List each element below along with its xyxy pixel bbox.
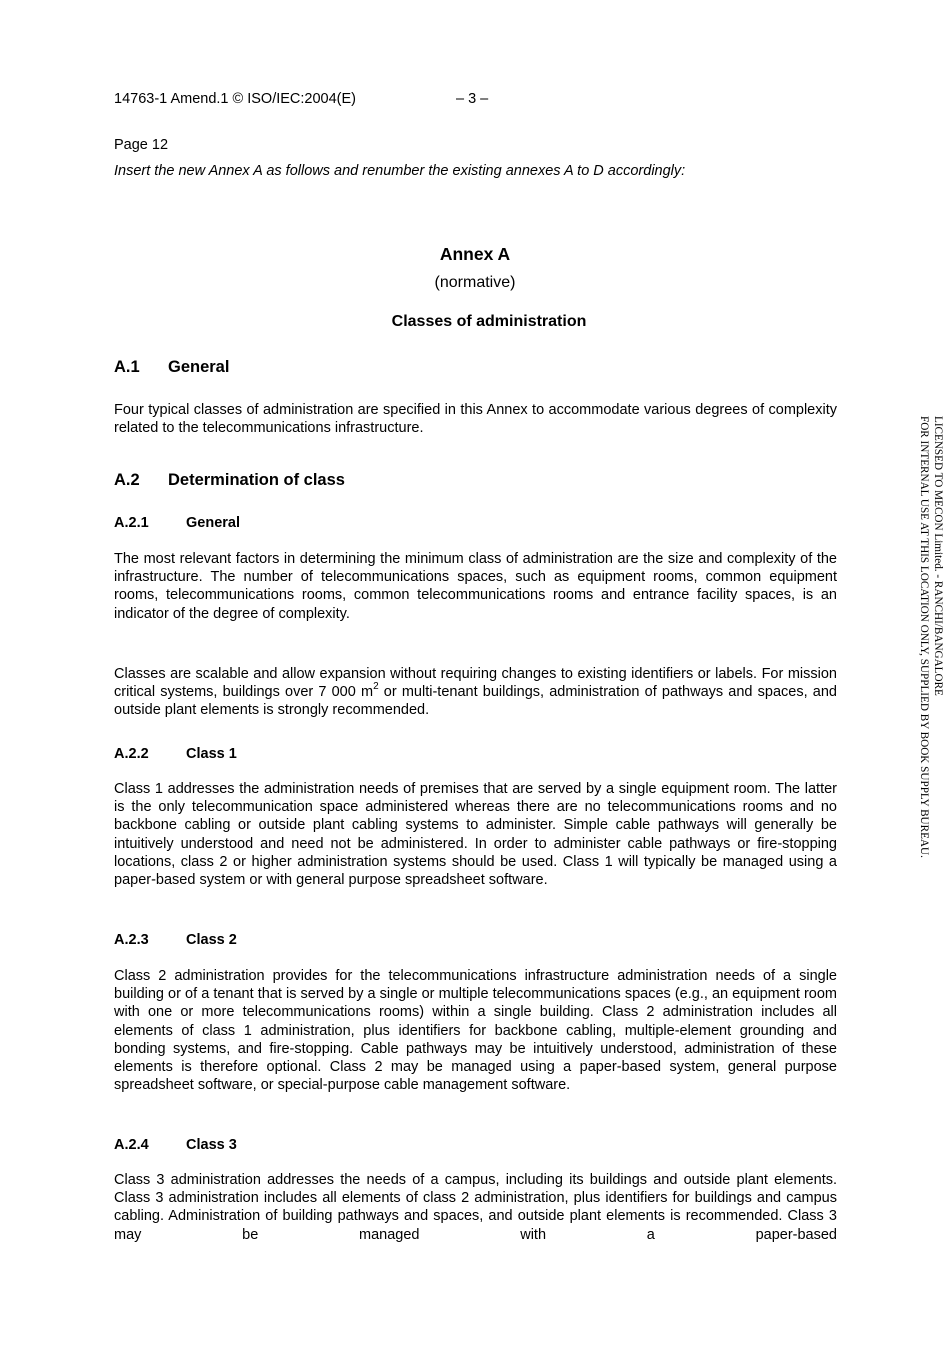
paragraph-a2-3: Class 2 administration provides for the telecommunications infrastructure administration needs of a single building or of a tenant that is served by a single or multiple telecommunications spaces (e.g., an equipment room with one or more telecommunications rooms) within a single building. Class 2 administration includes all elements of class 1 administration, plus identifiers for backbone cabling, multiple-element grounding and bonding systems, and fire-stopping. Cable pathways may be intuitively understood, administration of these elements is therefore optional. Class 2 may be managed using a paper-based system, general purpose spreadsheet software, or special-purpose cable management software. (114, 968, 837, 1094)
heading-a2-4 (114, 1137, 237, 1153)
annex-subtitle: (normative) (434, 274, 516, 291)
annex-title: Annex A (439, 244, 511, 264)
paragraph-a1: Four typical classes of administration are specified in this Annex to accommodate various degrees of complexity related to the telecommunications infrastructure. (114, 402, 837, 437)
heading-number: A.1 (114, 358, 140, 376)
page-header (114, 91, 489, 107)
heading-title: General (186, 515, 240, 531)
heading-a2-3 (114, 932, 237, 948)
license-line-2: FOR INTERNAL USE AT THIS LOCATION ONLY, SUPPLIED BY BOOK SUPPLY BUREAU. (918, 416, 930, 858)
heading-a2 (114, 471, 345, 490)
heading-a2-2 (114, 746, 237, 762)
superscript: 2 (373, 681, 379, 693)
heading-a1 (114, 358, 229, 377)
amendment-instruction: Insert the new Annex A as follows and renumber the existing annexes A to D accordingly: (114, 163, 686, 179)
heading-title: Class 3 (186, 1137, 237, 1153)
heading-number: A.2.3 (114, 932, 149, 948)
heading-number: A.2.2 (114, 746, 149, 762)
page-number: – 3 – (456, 91, 489, 107)
heading-a2-1 (114, 515, 240, 531)
paragraph-a2-1-2 (114, 665, 837, 720)
heading-title: Class 1 (186, 746, 237, 762)
paragraph-text: Classes are scalable and allow expansion without requiring changes to existing identifiers or labels. For mission critical systems, buildings over 7 000 m (114, 666, 837, 701)
page-reference: Page 12 (114, 137, 169, 153)
heading-number: A.2.1 (114, 515, 149, 531)
paragraph-a2-1-1: The most relevant factors in determining the minimum class of administration are the size and complexity of the infrastructure. The number of telecommunications spaces, such as equipment rooms, common equipment rooms, telecommunications rooms, common telecommunications rooms and entrance facility spaces, is an indicator of the degree of complexity. (114, 551, 837, 622)
paragraph-text: or multi-tenant buildings, administration of pathways and spaces, and outside plant elements is strongly recommended. (114, 684, 837, 719)
paragraph-a2-4: Class 3 administration addresses the needs of a campus, including its buildings and outside plant elements. Class 3 administration includes all elements of class 2 administration, plus identifiers for buildings and campus cabling. Administration of building pathways and spaces, and outside plant elements is recommended. Class 3 may be managed with a paper-based (114, 1172, 837, 1243)
paragraph-a2-2: Class 1 addresses the administration needs of premises that are served by a single equipment room. The latter is the only telecommunication space administered whereas there are no telecommunications rooms and no backbone cabling or outside plant cabling systems to administer. Simple cable pathways will generally be intuitively understood and need not be administered. In order to administer cable pathways or fire-stopping locations, class 2 or higher administration systems should be used. Class 1 will typically be managed using a paper-based system or with general purpose spreadsheet software. (114, 781, 837, 889)
annex-name: Classes of administration (391, 313, 587, 330)
heading-title: Determination of class (168, 471, 345, 489)
license-line-1: LICENSED TO MECON Limited. - RANCHI/BANGALORE (932, 416, 944, 696)
document-id: 14763-1 Amend.1 © ISO/IEC:2004(E) (114, 91, 357, 107)
license-notice (915, 416, 945, 936)
heading-number: A.2.4 (114, 1137, 149, 1153)
heading-number: A.2 (114, 471, 140, 489)
heading-title: General (168, 358, 230, 376)
heading-title: Class 2 (186, 932, 237, 948)
